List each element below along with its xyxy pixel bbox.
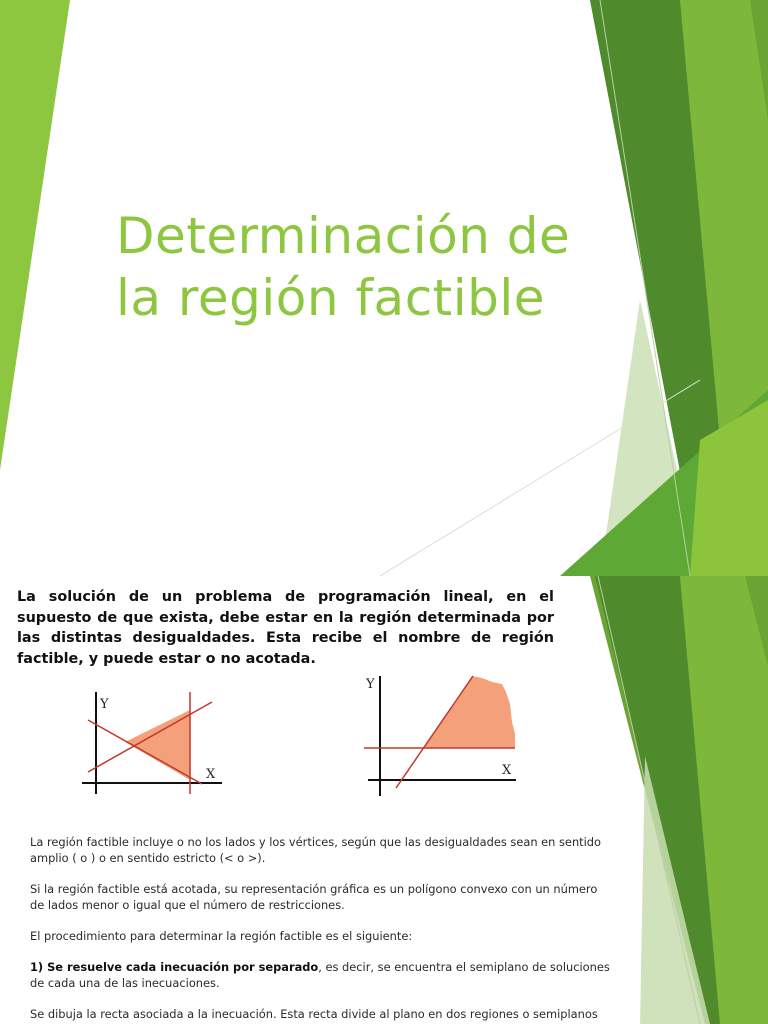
title-line-1: Determinación de <box>116 207 571 265</box>
unbounded-region-graph <box>360 674 520 799</box>
feasible-region <box>424 676 515 748</box>
paragraph-line: Se dibuja la recta asociada a la inecuación. Esta recta divide al plano en dos regiones o semiplanos <box>30 1007 598 1021</box>
slide-title <box>116 205 616 329</box>
y-axis-label: Y <box>366 677 375 692</box>
y-axis-label: Y <box>100 697 109 712</box>
title-line-2: la región factible <box>116 269 546 327</box>
intro-paragraph: La solución de un problema de programación lineal, en el supuesto de que exista, debe estar en la región determinada por las distintas desigualdades. Esta recibe el nombre de región factible, y puede estar o no acotada. <box>17 589 554 667</box>
x-axis-label: X <box>502 763 512 778</box>
paragraph-inclusion: La región factible incluye o no los lados y los vértices, según que las desigualdades sean en sentido amplio ( o ) o en sentido estricto (< o >). <box>30 835 601 865</box>
paragraph-procedure: El procedimiento para determinar la región factible es el siguiente: <box>30 929 413 943</box>
left-green-strip <box>0 0 70 470</box>
constraint-line-1 <box>88 702 212 772</box>
step-1-heading: 1) Se resuelve cada inecuación por separado <box>30 960 319 974</box>
body-text <box>30 834 610 1024</box>
paragraph-step-1 <box>30 959 610 991</box>
bounded-region-graph <box>80 688 225 798</box>
x-axis-label: X <box>206 767 216 782</box>
paragraph-bounded: Si la región factible está acotada, su representación gráfica es un polígono convexo con un número de lados menor o igual que el número de restricciones. <box>30 882 598 912</box>
content-slide <box>0 576 768 1024</box>
step-1-text: , es decir, se encuentra el semiplano de soluciones de cada una de las inecuaciones. <box>30 960 610 990</box>
